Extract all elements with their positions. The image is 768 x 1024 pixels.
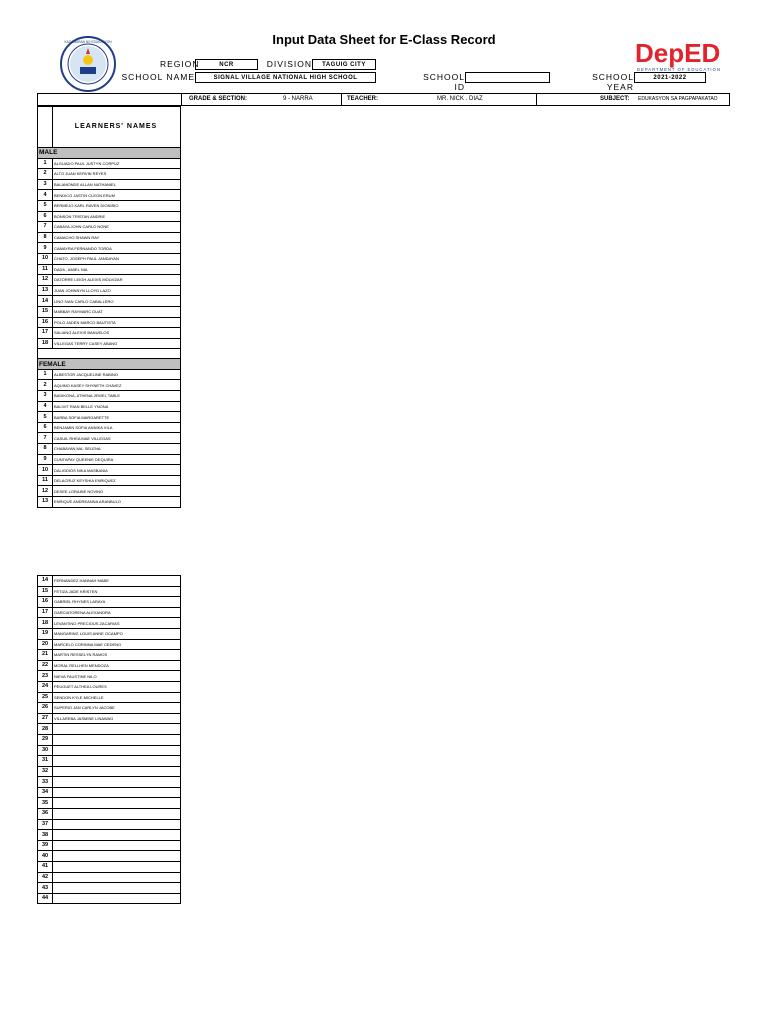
learner-name-cell[interactable] bbox=[53, 809, 181, 820]
learner-name-cell[interactable]: LINO IVAN CARLO CABALLERO bbox=[53, 296, 181, 307]
learner-name-cell[interactable]: VILLAREBA JASMINE LINAWAG bbox=[53, 713, 181, 724]
learner-name-cell[interactable] bbox=[53, 840, 181, 851]
learners-names-title: LEARNERS' NAMES bbox=[74, 123, 158, 130]
learner-name-cell[interactable]: MARCELO CORINNA MAE CEDENO bbox=[53, 639, 181, 650]
grade-section-value[interactable]: 9 - NARRA bbox=[283, 96, 313, 102]
spacer-row bbox=[38, 349, 181, 359]
learner-name-cell[interactable] bbox=[53, 883, 181, 894]
learner-name-cell[interactable]: SUPERIO JAN CARLYN JACOBE bbox=[53, 703, 181, 714]
learner-name-cell[interactable]: POLO JADEN MARCO BAUTISTA bbox=[53, 317, 181, 328]
learner-row bbox=[38, 306, 181, 317]
learner-row bbox=[38, 475, 181, 486]
learner-number: 3 bbox=[38, 391, 53, 402]
learner-name-cell[interactable]: ENRIQUE ANDREANNA ARANBULO bbox=[53, 497, 181, 508]
learner-name-cell[interactable]: GABRIEL RHYNES LARAYA bbox=[53, 597, 181, 608]
learner-row bbox=[38, 660, 181, 671]
learner-number: 14 bbox=[38, 576, 53, 587]
learner-number: 2 bbox=[38, 169, 53, 180]
learner-name-cell[interactable]: CASUIL RHEA MAE VILLEGAS bbox=[53, 433, 181, 444]
learner-number: 7 bbox=[38, 222, 53, 233]
learner-row bbox=[38, 576, 181, 587]
learner-number: 44 bbox=[38, 893, 53, 904]
subject-value[interactable]: EDUKASYON SA PAGPAPAKATAO bbox=[638, 96, 718, 102]
learner-name-cell[interactable]: DATORRE LEIGH ALEXIS MOLVIZAR bbox=[53, 275, 181, 286]
learner-row bbox=[38, 444, 181, 455]
learner-name-cell[interactable]: CUNTAPAY QUEENIE DEQUIRA bbox=[53, 454, 181, 465]
learner-name-cell[interactable]: GARCIATORENA ALEXANDRA bbox=[53, 607, 181, 618]
learner-name-cell[interactable]: CABAYA JOHN CARLO NONE bbox=[53, 222, 181, 233]
learner-name-cell[interactable] bbox=[53, 724, 181, 735]
learner-number: 18 bbox=[38, 338, 53, 349]
learner-row bbox=[38, 893, 181, 904]
learner-number: 29 bbox=[38, 734, 53, 745]
learner-number: 9 bbox=[38, 243, 53, 254]
learner-number: 37 bbox=[38, 819, 53, 830]
learner-row bbox=[38, 422, 181, 433]
learner-name-cell[interactable]: DELACRUZ KEYSHIA ENRIQUEZ bbox=[53, 475, 181, 486]
learner-number: 42 bbox=[38, 872, 53, 883]
deped-seal-logo bbox=[60, 36, 116, 92]
learner-number: 4 bbox=[38, 401, 53, 412]
learner-number: 14 bbox=[38, 296, 53, 307]
learner-number: 13 bbox=[38, 497, 53, 508]
learner-number: 4 bbox=[38, 190, 53, 201]
learner-row bbox=[38, 253, 181, 264]
learner-name-cell[interactable] bbox=[53, 777, 181, 788]
page-title: Input Data Sheet for E-Class Record bbox=[272, 32, 496, 47]
learner-number: 22 bbox=[38, 660, 53, 671]
region-field[interactable]: NCR bbox=[195, 59, 258, 70]
learner-row bbox=[38, 380, 181, 391]
learner-name-cell[interactable]: CHABAYAN MA. SELENA bbox=[53, 444, 181, 455]
learner-number: 38 bbox=[38, 830, 53, 841]
learner-number: 43 bbox=[38, 883, 53, 894]
learner-row bbox=[38, 158, 181, 169]
learner-row bbox=[38, 819, 181, 830]
learner-name-cell[interactable]: MARTIN RESSELYN RAMOS bbox=[53, 650, 181, 661]
school-year-label: SCHOOL YEAR bbox=[592, 72, 634, 92]
learner-name-cell[interactable]: BONSON TRISTAN ANDRIE bbox=[53, 211, 181, 222]
teacher-label: TEACHER: bbox=[347, 96, 378, 102]
learner-number: 31 bbox=[38, 756, 53, 767]
learner-number: 10 bbox=[38, 465, 53, 476]
learner-row bbox=[38, 692, 181, 703]
learner-number: 16 bbox=[38, 597, 53, 608]
learner-row bbox=[38, 830, 181, 841]
learner-number: 20 bbox=[38, 639, 53, 650]
learner-name-cell[interactable] bbox=[53, 756, 181, 767]
learner-name-cell[interactable]: PEUGUET ALTHEA LOURES bbox=[53, 681, 181, 692]
learners-table-main bbox=[37, 147, 181, 508]
learner-name-cell[interactable]: ALTO JUAN KERVIN REYES bbox=[53, 169, 181, 180]
svg-text:DEPARTMENT OF EDUCATION: DEPARTMENT OF EDUCATION bbox=[637, 67, 721, 72]
svg-text:DepED: DepED bbox=[635, 38, 721, 68]
learner-row bbox=[38, 840, 181, 851]
learner-name-cell[interactable]: MORAL RELLHEN MENDOZA bbox=[53, 660, 181, 671]
learner-name-cell[interactable]: CHATO, JOSEPH PAUL JANDAYAN bbox=[53, 253, 181, 264]
svg-text:KAGAWARAN NG EDUKASYON: KAGAWARAN NG EDUKASYON bbox=[64, 40, 112, 44]
learner-row bbox=[38, 650, 181, 661]
school-year-field[interactable]: 2021-2022 bbox=[634, 72, 706, 83]
learner-number: 28 bbox=[38, 724, 53, 735]
learner-name-cell[interactable] bbox=[53, 819, 181, 830]
learner-name-cell[interactable] bbox=[53, 830, 181, 841]
learner-row bbox=[38, 883, 181, 894]
learner-number: 7 bbox=[38, 433, 53, 444]
learner-number: 17 bbox=[38, 607, 53, 618]
learner-number: 40 bbox=[38, 851, 53, 862]
learner-number: 15 bbox=[38, 586, 53, 597]
learner-number: 35 bbox=[38, 798, 53, 809]
region-label: REGION bbox=[160, 59, 200, 69]
learner-row bbox=[38, 681, 181, 692]
learner-number: 1 bbox=[38, 158, 53, 169]
learner-row bbox=[38, 169, 181, 180]
learner-row bbox=[38, 232, 181, 243]
learner-number: 25 bbox=[38, 692, 53, 703]
learner-number: 2 bbox=[38, 380, 53, 391]
learner-name-cell[interactable]: ALGUADO PAUL JUSTYN CORPUZ bbox=[53, 158, 181, 169]
learner-row bbox=[38, 734, 181, 745]
learner-name-cell[interactable]: BALAMONDE ALLAN NATHANIEL bbox=[53, 179, 181, 190]
learner-number: 32 bbox=[38, 766, 53, 777]
learner-row bbox=[38, 190, 181, 201]
learner-number: 9 bbox=[38, 454, 53, 465]
learner-name-cell[interactable]: BALIVIT RIAN BELLE YNONA bbox=[53, 401, 181, 412]
learner-number: 16 bbox=[38, 317, 53, 328]
learner-name-cell[interactable]: ALBESTOR JACQUELINE RABINO bbox=[53, 369, 181, 380]
learner-number: 15 bbox=[38, 306, 53, 317]
learner-row bbox=[38, 454, 181, 465]
learner-number: 21 bbox=[38, 650, 53, 661]
learner-number: 8 bbox=[38, 444, 53, 455]
learner-name-cell[interactable]: NIEVA FAUSTINE NILO bbox=[53, 671, 181, 682]
learner-name-cell[interactable]: DADIL, AMIEL NIA bbox=[53, 264, 181, 275]
learner-number: 24 bbox=[38, 681, 53, 692]
learner-name-cell[interactable]: JUAN JOHNNYN LLOYD LAZO bbox=[53, 285, 181, 296]
learner-name-cell[interactable]: BARBA SOFIA MARGARETTE bbox=[53, 412, 181, 423]
learner-name-cell[interactable]: BENDICO JASTIN CLEON ERUM bbox=[53, 190, 181, 201]
learner-row bbox=[38, 328, 181, 339]
learner-row bbox=[38, 724, 181, 735]
learner-row bbox=[38, 243, 181, 254]
learner-name-cell[interactable] bbox=[53, 798, 181, 809]
learner-row bbox=[38, 412, 181, 423]
learner-name-cell[interactable]: DALIGDIOS NIKA MASBANIA bbox=[53, 465, 181, 476]
teacher-value[interactable]: MR. NICK . DIAZ bbox=[437, 96, 483, 102]
learner-number: 27 bbox=[38, 713, 53, 724]
female-section bbox=[38, 359, 181, 370]
learner-row bbox=[38, 211, 181, 222]
learner-row bbox=[38, 264, 181, 275]
learner-number: 13 bbox=[38, 285, 53, 296]
learner-number: 3 bbox=[38, 179, 53, 190]
school-id-label: SCHOOL ID bbox=[423, 72, 465, 92]
learner-name-cell[interactable] bbox=[53, 787, 181, 798]
learner-row bbox=[38, 703, 181, 714]
learner-name-cell[interactable]: DESEE LORAINE NOVINO bbox=[53, 486, 181, 497]
learner-row bbox=[38, 607, 181, 618]
learner-row bbox=[38, 618, 181, 629]
learners-names-header bbox=[37, 106, 181, 147]
learner-name-cell[interactable]: CAMACHO SHAWN RAY bbox=[53, 232, 181, 243]
learner-number: 34 bbox=[38, 787, 53, 798]
learner-name-cell[interactable] bbox=[53, 872, 181, 883]
learner-row bbox=[38, 851, 181, 862]
learner-row bbox=[38, 200, 181, 211]
learner-row bbox=[38, 862, 181, 873]
learner-row bbox=[38, 338, 181, 349]
learner-name-cell[interactable]: FERNANDEZ HANNAH MABE bbox=[53, 576, 181, 587]
learner-name-cell[interactable]: SALIANG ALEXIS BANUELOS bbox=[53, 328, 181, 339]
learner-name-cell[interactable] bbox=[53, 851, 181, 862]
learner-number: 5 bbox=[38, 200, 53, 211]
learner-number: 18 bbox=[38, 618, 53, 629]
learner-number: 41 bbox=[38, 862, 53, 873]
learner-row bbox=[38, 401, 181, 412]
learner-name-cell[interactable]: MANGARING LOUIS ANNE OCAMPO bbox=[53, 628, 181, 639]
learner-row bbox=[38, 872, 181, 883]
class-info-bar bbox=[37, 93, 730, 106]
learner-number: 10 bbox=[38, 253, 53, 264]
learner-row bbox=[38, 597, 181, 608]
learner-row bbox=[38, 798, 181, 809]
learner-row bbox=[38, 486, 181, 497]
learner-name-cell[interactable]: AQUINO KASEY SHYNETH CHAVEZ bbox=[53, 380, 181, 391]
learner-row bbox=[38, 275, 181, 286]
deped-brand-logo bbox=[635, 38, 730, 74]
learner-row bbox=[38, 497, 181, 508]
learner-name-cell[interactable] bbox=[53, 862, 181, 873]
learner-row bbox=[38, 809, 181, 820]
learner-row bbox=[38, 756, 181, 767]
learner-row bbox=[38, 465, 181, 476]
learner-row bbox=[38, 179, 181, 190]
learner-row bbox=[38, 391, 181, 402]
learner-name-cell[interactable]: BADIKONA, ATHENA JEWEL TABLE bbox=[53, 391, 181, 402]
learner-row bbox=[38, 639, 181, 650]
learner-number: 8 bbox=[38, 232, 53, 243]
learner-row bbox=[38, 745, 181, 756]
learner-name-cell[interactable] bbox=[53, 766, 181, 777]
female-section-label: FEMALE bbox=[38, 359, 181, 370]
learner-row bbox=[38, 777, 181, 788]
learner-name-cell[interactable]: CAMAYRA FERNANDO TORDA bbox=[53, 243, 181, 254]
learner-row bbox=[38, 713, 181, 724]
learner-number: 23 bbox=[38, 671, 53, 682]
learner-row bbox=[38, 317, 181, 328]
learner-row bbox=[38, 222, 181, 233]
learner-name-cell[interactable]: FETIZA JADE KRISTEN bbox=[53, 586, 181, 597]
learner-number: 11 bbox=[38, 475, 53, 486]
learner-number: 36 bbox=[38, 809, 53, 820]
learner-row bbox=[38, 586, 181, 597]
learner-row bbox=[38, 369, 181, 380]
learner-number: 39 bbox=[38, 840, 53, 851]
learner-number: 17 bbox=[38, 328, 53, 339]
learner-row bbox=[38, 433, 181, 444]
learner-number: 33 bbox=[38, 777, 53, 788]
grade-section-label: GRADE & SECTION: bbox=[189, 96, 248, 102]
school-name-label: SCHOOL NAME bbox=[121, 72, 195, 82]
learner-number: 12 bbox=[38, 275, 53, 286]
school-id-field[interactable] bbox=[465, 72, 550, 83]
division-field[interactable]: TAGUIG CITY bbox=[312, 59, 376, 70]
subject-label: SUBJECT: bbox=[600, 96, 630, 102]
learner-row bbox=[38, 285, 181, 296]
learner-name-cell[interactable] bbox=[53, 745, 181, 756]
learner-number: 6 bbox=[38, 422, 53, 433]
learner-name-cell[interactable]: SENDON KYLE MICHELLE bbox=[53, 692, 181, 703]
division-label: DIVISION bbox=[266, 59, 312, 69]
learner-name-cell[interactable]: BERMEJO KARL RAVEN DIONISIO bbox=[53, 200, 181, 211]
learner-number: 1 bbox=[38, 369, 53, 380]
learner-row bbox=[38, 628, 181, 639]
learner-number: 30 bbox=[38, 745, 53, 756]
learners-table-continued bbox=[37, 575, 181, 904]
learner-row bbox=[38, 787, 181, 798]
school-name-field[interactable]: SIGNAL VILLAGE NATIONAL HIGH SCHOOL bbox=[195, 72, 376, 83]
learner-row bbox=[38, 766, 181, 777]
learner-number: 11 bbox=[38, 264, 53, 275]
learner-number: 12 bbox=[38, 486, 53, 497]
learner-number: 6 bbox=[38, 211, 53, 222]
learner-number: 26 bbox=[38, 703, 53, 714]
male-section bbox=[38, 148, 181, 159]
learner-number: 19 bbox=[38, 628, 53, 639]
learner-row bbox=[38, 296, 181, 307]
learner-name-cell[interactable]: LEVANTINO PRECIOUS ZACARIAS bbox=[53, 618, 181, 629]
learner-number: 5 bbox=[38, 412, 53, 423]
learner-row bbox=[38, 671, 181, 682]
male-section-label: MALE bbox=[38, 148, 181, 159]
learner-name-cell[interactable]: BENJAMIN SOFIA ANNIKA VILA bbox=[53, 422, 181, 433]
learner-name-cell[interactable] bbox=[53, 893, 181, 904]
learner-name-cell[interactable]: MABBAY RAYMARC DUAT bbox=[53, 306, 181, 317]
learner-name-cell[interactable]: VILLEGAS TERRY CASEY ABANG bbox=[53, 338, 181, 349]
learner-name-cell[interactable] bbox=[53, 734, 181, 745]
